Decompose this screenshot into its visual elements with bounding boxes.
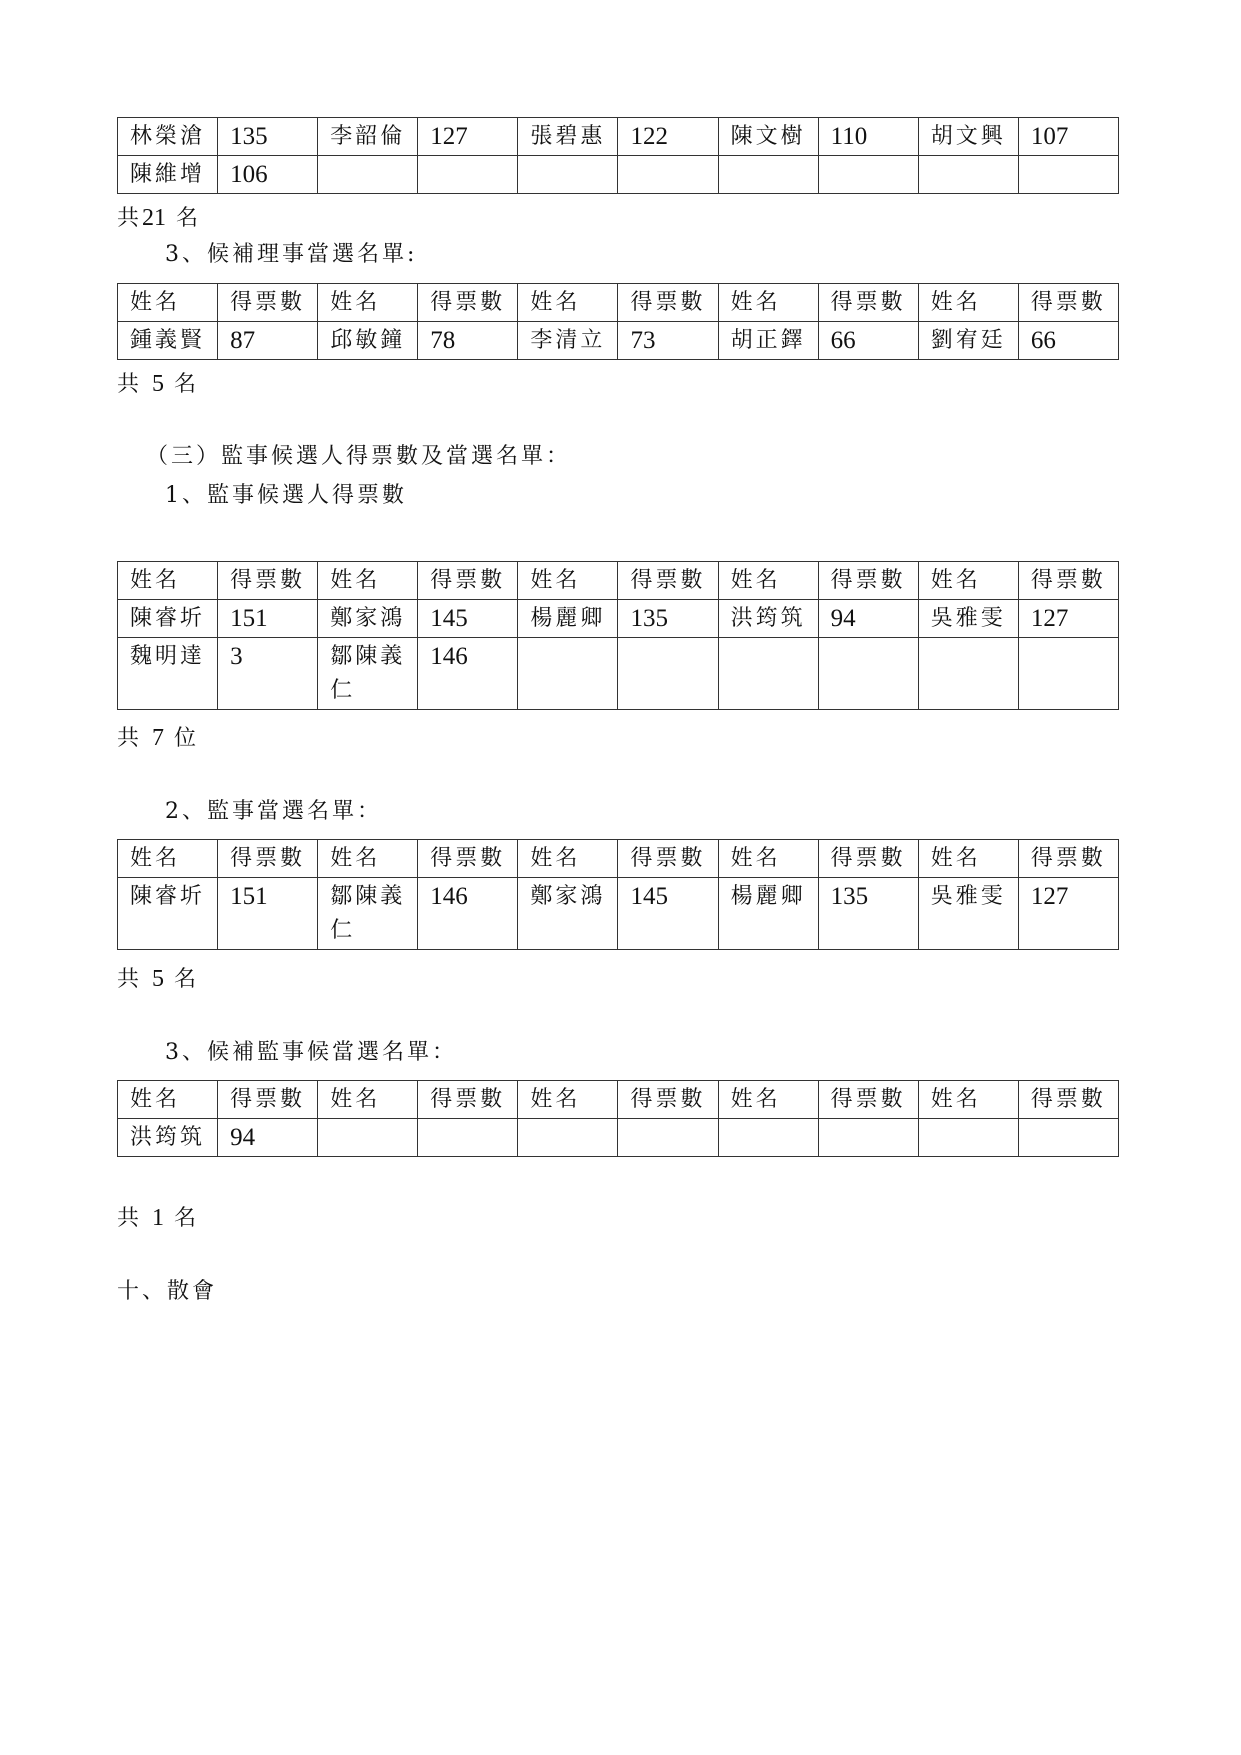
name-cell	[518, 638, 618, 710]
total-suffix: 名	[174, 967, 200, 992]
table-header-row	[118, 1081, 1119, 1119]
column-header-name: 姓名	[918, 562, 1018, 600]
name-cell: 鄒陳義仁	[318, 638, 418, 710]
alt-supervisors-table	[117, 1080, 1119, 1157]
column-header-votes: 得票數	[618, 284, 718, 322]
name-cell: 胡文興	[918, 118, 1018, 156]
column-header-name: 姓名	[518, 284, 618, 322]
total-suffix: 名	[174, 372, 200, 397]
column-header-name: 姓名	[318, 284, 418, 322]
table-row	[118, 118, 1119, 156]
column-header-votes: 得票數	[1018, 1081, 1118, 1119]
votes-cell: 127	[1018, 600, 1118, 638]
name-cell: 鄭家鴻	[518, 878, 618, 950]
total-prefix: 共	[117, 726, 143, 751]
column-header-votes: 得票數	[218, 284, 318, 322]
column-header-name: 姓名	[318, 840, 418, 878]
table-header-row	[118, 562, 1119, 600]
total-prefix: 共	[117, 1206, 143, 1231]
column-header-votes: 得票數	[818, 284, 918, 322]
votes-cell: 94	[218, 1119, 318, 1157]
name-cell	[918, 156, 1018, 194]
name-cell	[718, 156, 818, 194]
heading-supervisors-elected: 2、監事當選名單：	[165, 799, 382, 824]
name-cell	[318, 1119, 418, 1157]
total-alt-supervisors	[117, 1203, 199, 1234]
name-cell: 鍾義賢	[118, 322, 218, 360]
table-header-row	[118, 284, 1119, 322]
name-cell: 張碧惠	[518, 118, 618, 156]
heading-supervisor-votes: 1、監事候選人得票數	[165, 483, 407, 508]
votes-cell: 151	[218, 600, 318, 638]
table-header-row	[118, 840, 1119, 878]
name-cell	[518, 1119, 618, 1157]
votes-cell: 87	[218, 322, 318, 360]
name-cell: 陳睿圻	[118, 878, 218, 950]
column-header-name: 姓名	[118, 284, 218, 322]
column-header-votes: 得票數	[1018, 284, 1118, 322]
table-row	[118, 638, 1119, 710]
name-cell: 鄒陳義仁	[318, 878, 418, 950]
votes-cell: 3	[218, 638, 318, 710]
name-cell	[918, 638, 1018, 710]
total-count: 5	[152, 966, 165, 992]
total-supervisor-votes	[117, 723, 199, 754]
total-prefix: 共	[117, 206, 143, 231]
total-supervisors-elected	[117, 964, 199, 995]
column-header-name: 姓名	[518, 562, 618, 600]
column-header-name: 姓名	[118, 562, 218, 600]
directors-votes-table-continued	[117, 117, 1119, 194]
total-alt-directors	[117, 369, 199, 400]
column-header-votes: 得票數	[418, 840, 518, 878]
total-directors	[117, 203, 201, 234]
votes-cell	[618, 638, 718, 710]
table-row	[118, 156, 1119, 194]
votes-cell	[618, 156, 718, 194]
column-header-votes: 得票數	[618, 1081, 718, 1119]
name-cell	[718, 638, 818, 710]
alt-directors-table	[117, 283, 1119, 360]
total-prefix: 共	[117, 967, 143, 992]
column-header-votes: 得票數	[1018, 562, 1118, 600]
column-header-votes: 得票數	[218, 1081, 318, 1119]
votes-cell: 135	[618, 600, 718, 638]
column-header-votes: 得票數	[418, 1081, 518, 1119]
votes-cell: 73	[618, 322, 718, 360]
name-cell: 吳雅雯	[918, 600, 1018, 638]
heading-alt-directors: 3、候補理事當選名單:	[165, 242, 418, 267]
column-header-votes: 得票數	[818, 562, 918, 600]
name-cell: 魏明達	[118, 638, 218, 710]
name-cell: 鄭家鴻	[318, 600, 418, 638]
name-cell: 李清立	[518, 322, 618, 360]
votes-cell: 122	[618, 118, 718, 156]
column-header-name: 姓名	[918, 1081, 1018, 1119]
votes-cell: 66	[1018, 322, 1118, 360]
column-header-votes: 得票數	[818, 1081, 918, 1119]
table-row	[118, 600, 1119, 638]
votes-cell: 146	[418, 638, 518, 710]
column-header-name: 姓名	[118, 840, 218, 878]
total-suffix: 名	[176, 206, 202, 231]
votes-cell: 135	[218, 118, 318, 156]
supervisors-elected-table	[117, 839, 1119, 950]
votes-cell	[1018, 638, 1118, 710]
column-header-votes: 得票數	[418, 562, 518, 600]
name-cell: 劉宥廷	[918, 322, 1018, 360]
name-cell: 胡正鐸	[718, 322, 818, 360]
total-prefix: 共	[117, 372, 143, 397]
column-header-name: 姓名	[918, 284, 1018, 322]
table-row	[118, 322, 1119, 360]
votes-cell: 135	[818, 878, 918, 950]
table-row	[118, 1119, 1119, 1157]
column-header-name: 姓名	[118, 1081, 218, 1119]
votes-cell: 106	[218, 156, 318, 194]
column-header-votes: 得票數	[218, 840, 318, 878]
votes-cell: 66	[818, 322, 918, 360]
section-supervisors-heading: （三）監事候選人得票數及當選名單：	[146, 444, 572, 469]
name-cell: 林榮滄	[118, 118, 218, 156]
votes-cell	[1018, 1119, 1118, 1157]
total-count: 5	[152, 371, 165, 397]
adjourn-heading: 十、散會	[117, 1279, 218, 1304]
name-cell: 陳文樹	[718, 118, 818, 156]
name-cell: 楊麗卿	[718, 878, 818, 950]
votes-cell	[418, 156, 518, 194]
votes-cell: 151	[218, 878, 318, 950]
column-header-votes: 得票數	[418, 284, 518, 322]
name-cell: 陳睿圻	[118, 600, 218, 638]
votes-cell: 145	[618, 878, 718, 950]
name-cell: 李韶倫	[318, 118, 418, 156]
name-cell: 楊麗卿	[518, 600, 618, 638]
column-header-votes: 得票數	[1018, 840, 1118, 878]
heading-alt-supervisors: 3、候補監事候當選名單：	[165, 1040, 457, 1065]
votes-cell	[818, 638, 918, 710]
total-suffix: 位	[174, 726, 200, 751]
votes-cell: 127	[418, 118, 518, 156]
column-header-name: 姓名	[318, 1081, 418, 1119]
votes-cell	[618, 1119, 718, 1157]
column-header-votes: 得票數	[818, 840, 918, 878]
column-header-votes: 得票數	[618, 562, 718, 600]
column-header-name: 姓名	[718, 1081, 818, 1119]
column-header-votes: 得票數	[618, 840, 718, 878]
column-header-name: 姓名	[918, 840, 1018, 878]
column-header-name: 姓名	[518, 840, 618, 878]
name-cell	[918, 1119, 1018, 1157]
name-cell: 陳維增	[118, 156, 218, 194]
votes-cell: 107	[1018, 118, 1118, 156]
votes-cell: 110	[818, 118, 918, 156]
table-row	[118, 878, 1119, 950]
name-cell: 邱敏鐘	[318, 322, 418, 360]
votes-cell: 78	[418, 322, 518, 360]
votes-cell: 145	[418, 600, 518, 638]
total-count: 1	[152, 1205, 165, 1231]
name-cell: 吳雅雯	[918, 878, 1018, 950]
column-header-name: 姓名	[318, 562, 418, 600]
votes-cell: 146	[418, 878, 518, 950]
total-count: 7	[152, 725, 165, 751]
column-header-votes: 得票數	[218, 562, 318, 600]
column-header-name: 姓名	[518, 1081, 618, 1119]
column-header-name: 姓名	[718, 284, 818, 322]
name-cell	[318, 156, 418, 194]
votes-cell: 94	[818, 600, 918, 638]
name-cell	[518, 156, 618, 194]
votes-cell	[418, 1119, 518, 1157]
total-count: 21	[142, 205, 167, 231]
votes-cell	[1018, 156, 1118, 194]
votes-cell	[818, 156, 918, 194]
total-suffix: 名	[174, 1206, 200, 1231]
name-cell	[718, 1119, 818, 1157]
column-header-name: 姓名	[718, 562, 818, 600]
name-cell: 洪筠筑	[718, 600, 818, 638]
column-header-name: 姓名	[718, 840, 818, 878]
votes-cell: 127	[1018, 878, 1118, 950]
supervisor-votes-table	[117, 561, 1119, 710]
votes-cell	[818, 1119, 918, 1157]
name-cell: 洪筠筑	[118, 1119, 218, 1157]
